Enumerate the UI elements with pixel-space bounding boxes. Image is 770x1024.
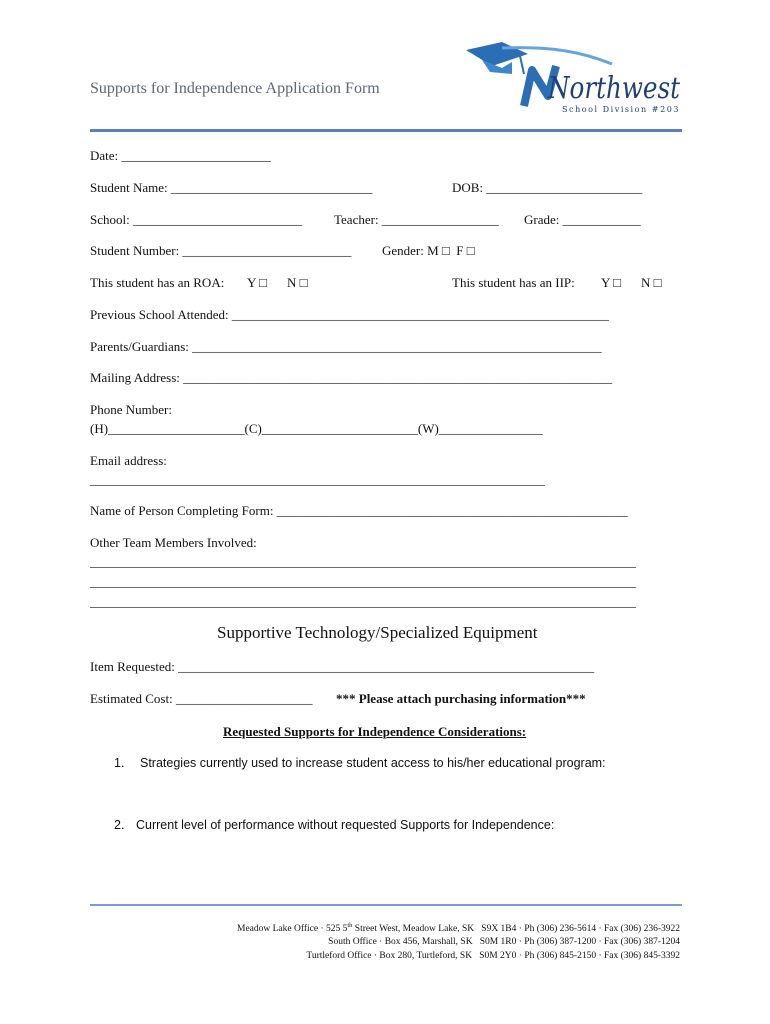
email-label: Email address: [90,453,167,468]
logo-subtitle: School Division #203 [562,105,680,114]
teacher-field[interactable]: Teacher: __________________ [334,212,499,227]
logo-wordmark: Northwest [547,71,681,106]
phone-label: Phone Number: [90,402,172,417]
team-members-line[interactable]: ____________________________________________________________________________________ [90,594,636,609]
student-number-field[interactable]: Student Number: __________________________ [90,243,352,258]
item-requested-field[interactable]: Item Requested: ________________________________________________________________ [90,659,595,674]
question-text: Strategies currently used to increase student access to his/her educational program: [140,756,606,770]
phone-number-fields[interactable]: (H)_____________________(C)________________________(W)________________ [90,421,543,436]
footer-meadow-lake-office: Meadow Lake Office · 525 5th Street West, Meadow Lake, SK S9X 1B4 · Ph (306) 236-5614 · Fax (306) 236-3922 [237,922,680,935]
team-members-line[interactable]: ____________________________________________________________________________________ [90,554,636,569]
roa-label: This student has an ROA: [90,275,225,290]
student-name-field[interactable]: Student Name: _______________________________ [90,180,373,195]
email-field[interactable]: ______________________________________________________________________ [90,472,545,487]
question-number: 2. [114,818,125,832]
school-division-logo [462,40,688,124]
question-number: 1. [114,756,125,770]
graduation-cap-icon [466,42,528,66]
equipment-section-title: Supportive Technology/Specialized Equipment [217,623,538,642]
dob-field[interactable]: DOB: ________________________ [452,180,643,195]
team-members-label: Other Team Members Involved: [90,535,257,550]
roa-yes-checkbox[interactable]: Y □ [247,275,268,290]
completing-person-field[interactable]: Name of Person Completing Form: ______________________________________________________ [90,503,628,518]
header-rule [90,129,682,132]
attach-purchasing-note: *** Please attach purchasing information*** [336,691,586,706]
parents-guardians-field[interactable]: Parents/Guardians: _______________________________________________________________ [90,339,602,354]
iip-no-checkbox[interactable]: N □ [641,275,662,290]
footer-south-office: South Office · Box 456, Marshall, SK S0M 1R0 · Ph (306) 387-1200 · Fax (306) 387-1204 [328,937,680,947]
roa-no-checkbox[interactable]: N □ [287,275,308,290]
footer-turtleford-office: Turtleford Office · Box 280, Turtleford, SK S0M 2Y0 · Ph (306) 845-2150 · Fax (306) 845-3392 [306,951,680,961]
iip-label: This student has an IIP: [452,275,575,290]
gender-checkboxes[interactable]: Gender: M □ F □ [382,243,475,258]
school-field[interactable]: School: __________________________ [90,212,302,227]
date-field[interactable]: Date: _______________________ [90,148,271,163]
form-title: Supports for Independence Application Form [90,80,380,97]
footer-rule [90,904,682,906]
question-text: Current level of performance without requested Supports for Independence: [136,818,555,832]
team-members-line[interactable]: ____________________________________________________________________________________ [90,574,636,589]
considerations-title: Requested Supports for Independence Considerations: [223,724,527,739]
previous-school-field[interactable]: Previous School Attended: __________________________________________________________ [90,307,609,322]
mailing-address-field[interactable]: Mailing Address: __________________________________________________________________ [90,370,613,385]
iip-yes-checkbox[interactable]: Y □ [601,275,622,290]
grade-field[interactable]: Grade: ____________ [524,212,641,227]
estimated-cost-field[interactable]: Estimated Cost: _____________________ [90,691,313,706]
